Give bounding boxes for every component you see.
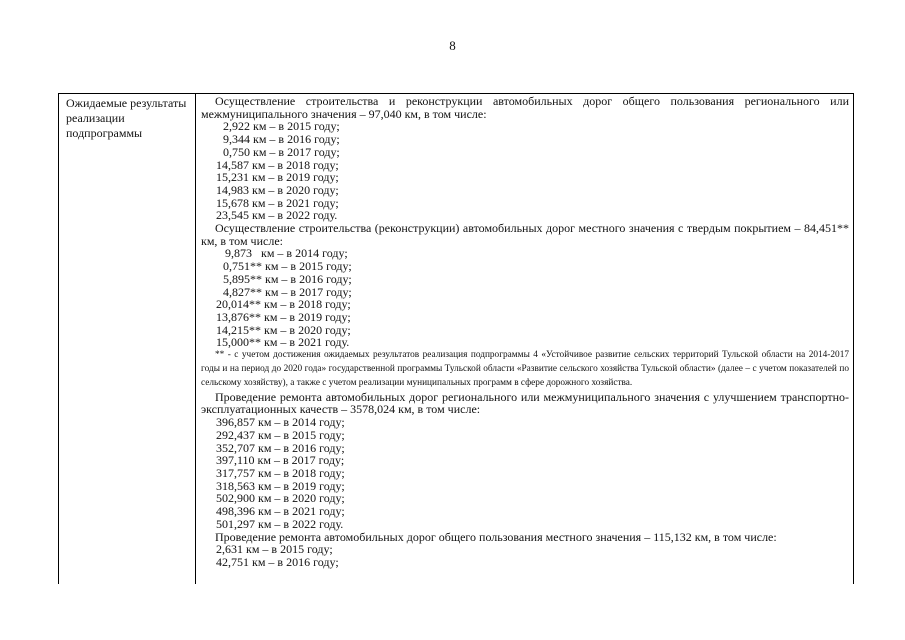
row-label: Ожидаемые результаты реализации подпрограммы [66,96,187,140]
section2-item: 0,751** км – в 2015 году; [223,259,352,274]
section4-item: 42,751 км – в 2016 году; [216,554,339,569]
section3-item: 292,437 км – в 2015 году; [216,427,345,442]
section3-item: 396,857 км – в 2014 году; [216,415,345,430]
section4-intro: Проведение ремонта автомобильных дорог общего пользования местного значения – 115,132 км, в том числе: [215,529,777,544]
section2-item: 9,873 км – в 2014 году; [225,246,348,261]
page-number: 8 [449,38,456,53]
section1-item: 15,678 км – в 2021 году; [216,195,339,210]
section1-item: 9,344 км – в 2016 году; [223,132,340,147]
section1-item: 2,922 км – в 2015 году; [223,119,340,134]
section1-item: 15,231 км – в 2019 году; [216,170,339,185]
section2-footnote: ** - с учетом достижения ожидаемых результатов реализация подпрограммы 4 «Устойчивое развитие сельских территорий Тульской области на 2014-2017 годы и на период до 2020 года» государственной программы Тульской области «Развитие сельского хозяйства Тульской области» (далее – с учетом показателей по сельскому хозяйству), а также с учетом реализации муниципальных программ в сфере дорожного хозяйства. [201,350,849,388]
section2-item: 20,014** км – в 2018 году; [216,297,351,312]
section1-item: 14,587 км – в 2018 году; [216,157,339,172]
section2-item: 13,876** км – в 2019 году; [216,309,351,324]
section2-item: 15,000** км – в 2021 году. [216,335,350,350]
section3-intro: Проведение ремонта автомобильных дорог регионального или межмуниципального значения с улучшением транспортно-эксплуатационных качеств – 3578,024 км, в том числе: [201,389,849,417]
section1-item: 0,750 км – в 2017 году; [223,144,340,159]
section3-item: 397,110 км – в 2017 году; [216,453,345,468]
section1-item: 23,545 км – в 2022 году. [216,208,338,223]
section2-item: 5,895** км – в 2016 году; [223,271,352,286]
section2-item: 4,827** км – в 2017 году; [223,284,352,299]
row-content [201,95,849,569]
section3-item: 318,563 км – в 2019 году; [216,478,345,493]
section2-intro: Осуществление строительства (реконструкции) автомобильных дорог местного значения с твердым покрытием – 84,451** км, в том числе: [201,221,849,248]
section1-item: 14,983 км – в 2020 году; [216,182,339,197]
section4-item: 2,631 км – в 2015 году; [216,542,333,557]
section3-item: 317,757 км – в 2018 году; [216,466,345,480]
section1-intro: Осуществление строительства и реконструкции автомобильных дорог общего пользования регионального или межмуниципального значения – 97,040 км, в том числе: [201,94,849,121]
section3-item: 501,297 км – в 2022 году. [216,516,344,531]
section3-item: 352,707 км – в 2016 году; [216,440,345,455]
section3-item: 502,900 км – в 2020 году; [216,491,345,506]
results-table [58,93,854,584]
column-divider [195,94,196,584]
section2-item: 14,215** км – в 2020 году; [216,322,351,337]
section3-item: 498,396 км – в 2021 году; [216,504,345,519]
